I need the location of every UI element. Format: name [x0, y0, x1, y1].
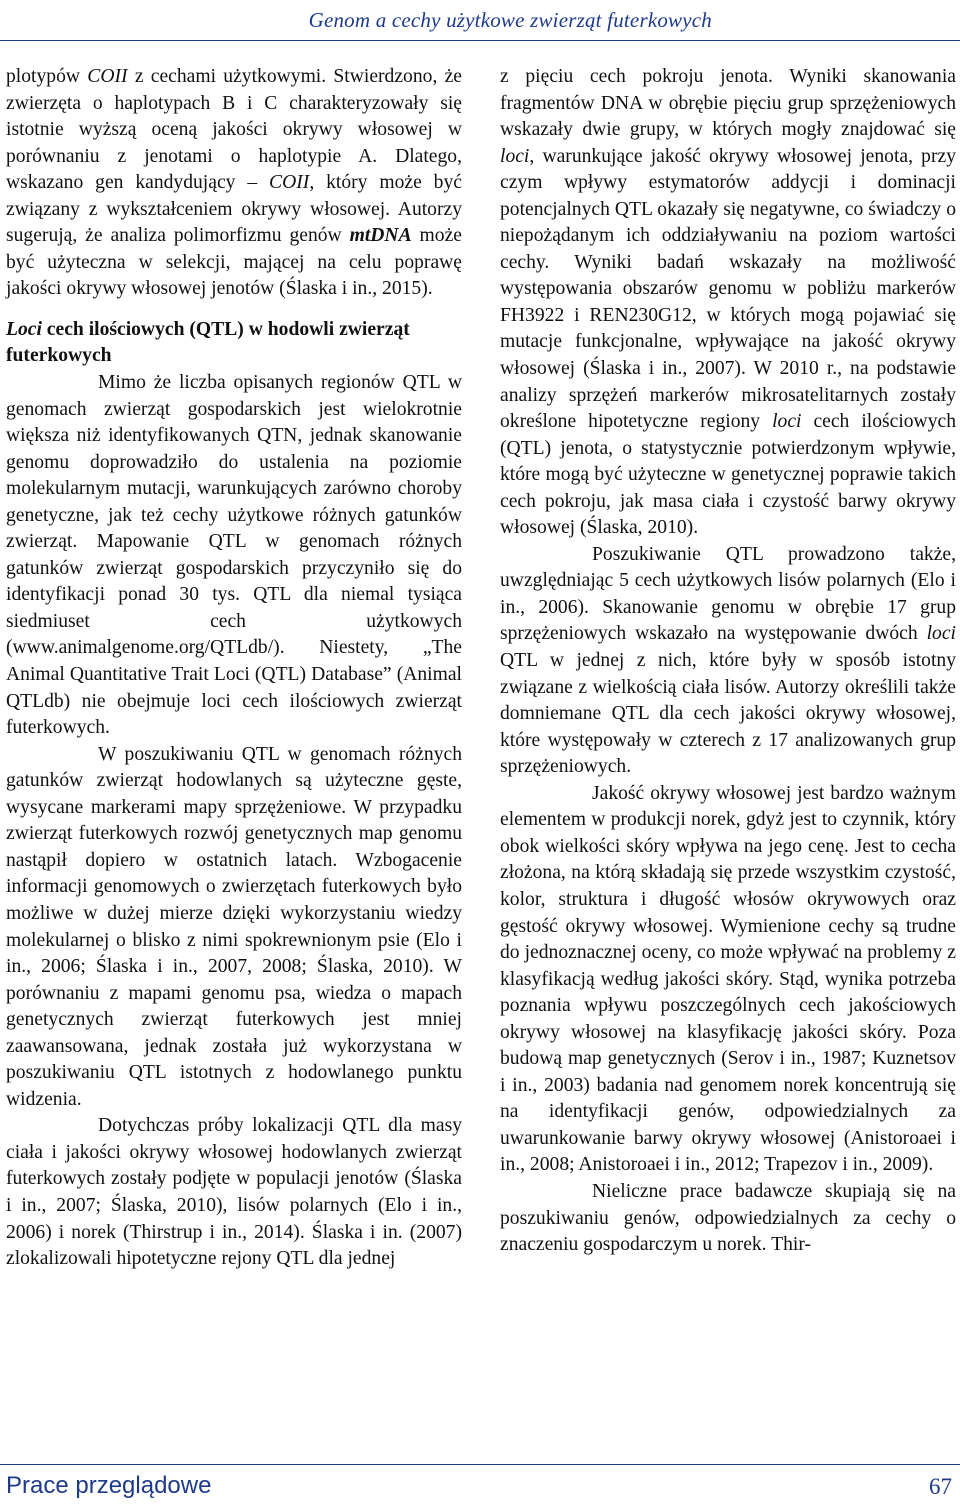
paragraph: Jakość okrywy włosowej jest bardzo ważnym elementem w produkcji norek, gdyż jest to czynnik, który obok wielkości skóry wpływa na jego cenę. Jest to cecha złożona, na którą składają się przede wszystkim czystość, kolor, struktura i długość włosów okrywowych oraz gęstość okrywy włosowej. Wymienione cechy są trudne do jednoznacznej oceny, co może wpływać na problemy z klasyfikacją według jakości skóry. Stąd, wynika potrzeba poznania wpływu poszczególnych cech jakościowych okrywy włosowej na klasyfikację jakości skóry. Poza budową map genetycznych (Serov i in., 1987; Kuznetsov i in., 2003) badania nad genomem norek koncentrują się na identyfikacji genów, odpowiedzialnych za uwarunkowanie barwy okrywy włosowej (Anistoroaei i in., 2008; Anistoroaei i in., 2012; Trapezov i in., 2009).	[500, 782, 956, 1176]
text-run: plotypów	[6, 66, 88, 87]
footer-rule	[0, 1464, 960, 1465]
paragraph	[500, 542, 956, 781]
paragraph: Dotychczas próby lokalizacji QTL dla masy ciała i jakości okrywy włosowej hodowlanych zwierząt futerkowych zostały podjęte w populacji jenotów (Ślaska i in., 2007; Ślaska, 2010), lisów polarnych (Elo i in., 2006) i norek (Thirstrup i in., 2014). Ślaska i in. (2007) zlokalizowali hipotetyczne rejony QTL dla jednej	[6, 1115, 462, 1270]
section-heading-text: cech ilościowych (QTL) w hodowli zwierząt futerkowych	[6, 318, 410, 367]
left-column	[6, 64, 462, 1273]
running-title: Genom a cechy użytkowe zwierząt futerkowych	[308, 8, 712, 32]
paragraph-continued	[500, 64, 956, 542]
right-column	[500, 64, 956, 1259]
section-heading-italic: Loci	[6, 318, 42, 340]
section-heading	[6, 317, 462, 370]
text-run: Poszukiwanie QTL prowadzono także, uwzględniając 5 cech użytkowych lisów polarnych (Elo i in., 2006). Skanowanie genomu w obrębie 17 grup sprzężeniowych wskazało na występowanie dwóch	[500, 543, 956, 645]
text-run: może być użyteczna w selekcji, mającej na celu poprawę jakości okrywy włosowej jenotów (Ślaska i in., 2015).	[6, 225, 462, 300]
paragraph: Nieliczne prace badawcze skupiają się na poszukiwaniu genów, odpowiedzialnych za cechy o znaczeniu gospodarczym u norek. Thir-	[500, 1180, 956, 1256]
paragraph: W poszukiwaniu QTL w genomach różnych gatunków zwierząt hodowlanych są użyteczne gęste, wysycane markerami mapy sprzężeniowe. W przypadku zwierząt futerkowych rozwój genetycznych map genomu nastąpił dopiero w ostatnich latach. Wzbogacenie informacji genomowych o zwierzętach futerkowych było możliwe w dużej mierze dzięki wykorzystaniu wiedzy molekularnej o blisko z nimi spokrewnionym psie (Elo i in., 2006; Ślaska i in., 2007, 2008; Ślaska, 2010). W porównaniu z mapami genomu psa, wiedza o mapach genetycznych zwierząt futerkowych jest mniej zaawansowana, jednak została już wykorzystana w poszukiwaniu QTL istotnych z hodowlanego punktu widzenia.	[6, 743, 462, 1110]
paragraph-continued	[6, 64, 462, 303]
mtdna-term: mtDNA	[349, 225, 412, 247]
gene-name-italic: COII	[269, 172, 310, 194]
text-run: z cechami użytkowymi. Stwierdzono, że zwierzęta o haplotypach B i C charakteryzowały się istotnie wyższą oceną jakości okrywy włosowej w porównaniu z jenotami o haplotypie A. Dlatego, wskazano gen kandydujący –	[6, 66, 462, 194]
page-number: 67	[929, 1474, 952, 1499]
loci-italic: loci	[926, 623, 956, 645]
text-run: cech ilościowych (QTL) jenota, o statystycznie potwierdzonym wpływie, które mogą być użyteczne w genetycznej poprawie takich cech pokroju, jak masa ciała i czystość barwy okrywy włosowej (Ślaska, 2010).	[500, 411, 957, 539]
text-run: , warunkujące jakość okrywy włosowej jenota, przy czym wpływy estymatorów addycji i dominacji potencjalnych QTL okazały się negatywne, co świadczy o niepożądanym ich oddziaływaniu na poziom wartości cechy. Wyniki badań wskazały na możliwość występowania obszarów genomu w pobliżu markerów FH3922 i REN230G12, w których mogą pojawiać się mutacje funkcjonalne, wpływające na jakość okrywy włosowej (Ślaska i in., 2007). W 2010 r., na podstawie analizy sprzężeń markerów mikrosatelitarnych zostały określone hipotetyczne regiony	[500, 145, 956, 433]
text-run: QTL w jednej z nich, które były w sposób istotny związane z wielkością ciała lisów. Autorzy określili także domniemane QTL dla cech jakości okrywy włosowej, które występowały w czterech z 17 analizowanych grup sprzężeniowych.	[500, 650, 956, 778]
header-rule	[0, 40, 960, 41]
text-run: , który może być związany z wykształceniem okrywy włosowej. Autorzy sugerują, że analiza polimorfizmu genów	[6, 172, 462, 247]
gene-name-italic: COII	[87, 66, 128, 87]
text-run: z pięciu cech pokroju jenota. Wyniki skanowania fragmentów DNA w obrębie pięciu grup sprzężeniowych wskazały dwie grupy, w których mogły znajdować się	[500, 66, 956, 141]
loci-italic: loci	[500, 145, 530, 167]
footer-section-label: Prace przeglądowe	[6, 1472, 212, 1499]
paragraph: Mimo że liczba opisanych regionów QTL w genomach zwierząt gospodarskich jest wielokrotnie większa niż identyfikowanych QTN, jednak skanowanie genomu doprowadziło do ustalenia na poziomie molekularnym mutacji, warunkujących zarówno choroby genetyczne, jak też cechy użytkowe różnych gatunków zwierząt. Mapowanie QTL w genomach różnych gatunków zwierząt gospodarskich przyczyniło się do identyfikacji ponad 30 tys. QTL dla niemal tysiąca siedmiuset cech użytkowych (www.animalgenome.org/QTLdb/). Niestety, „The Animal Quantitative Trait Loci (QTL) Database” (Animal QTLdb) nie obejmuje loci cech ilościowych zwierząt futerkowych.	[6, 372, 462, 739]
loci-italic: loci	[772, 411, 802, 433]
